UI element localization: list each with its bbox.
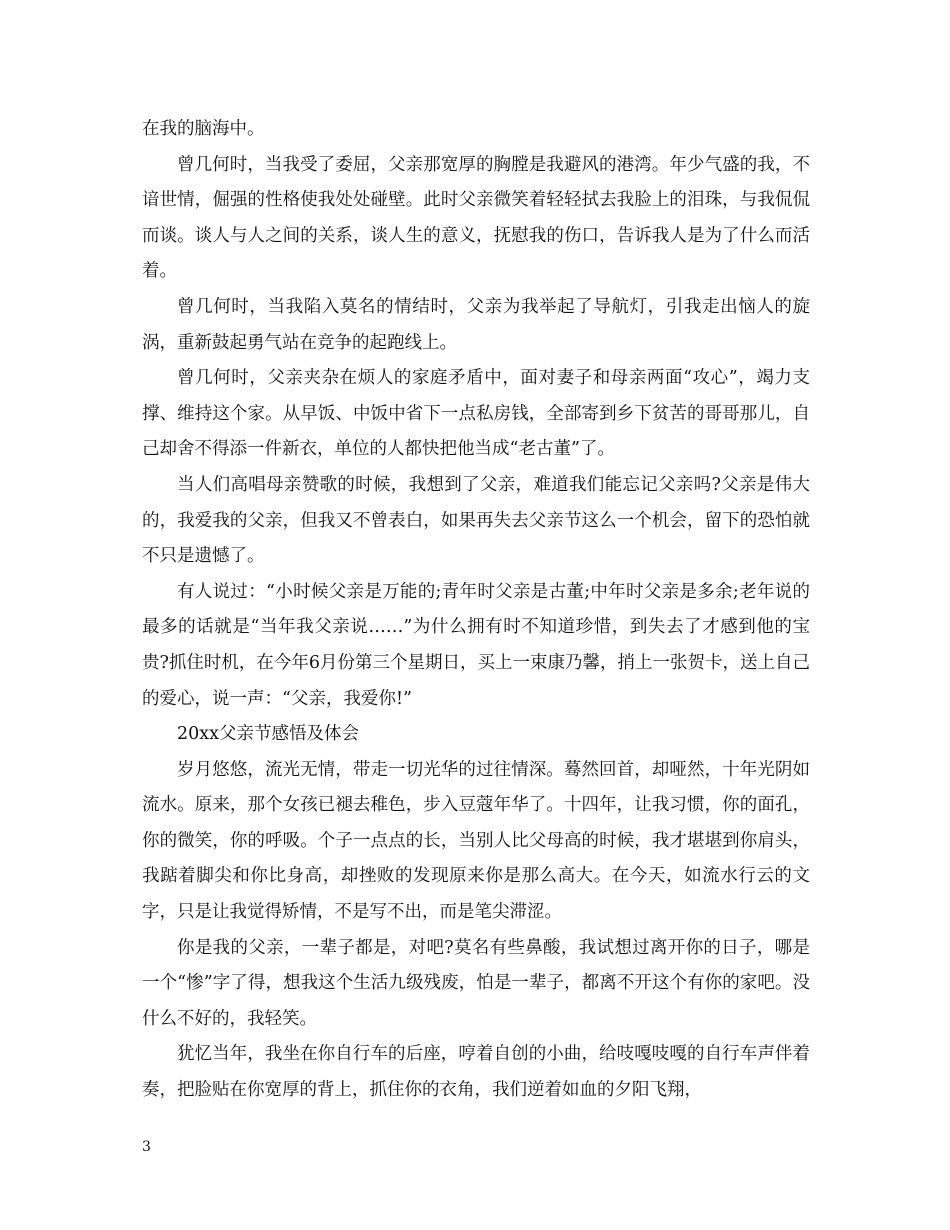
paragraph: 岁月悠悠，流光无情，带走一切光华的过往情深。蓦然回首，却哑然，十年光阴如流水。原来，那个女孩已褪去稚色，步入豆蔻年华了。十四年，让我习惯，你的面孔，你的微笑，你的呼吸。个子一点点的长，当别人比父母高的时候，我才堪堪到你肩头，我踮着脚尖和你比身高，却挫败的发现原来你是那么高大。在今天，如流水行云的文字，只是让我觉得矫情，不是写不出，而是笔尖滞涩。 bbox=[142, 759, 810, 923]
paragraph-continuation: 在我的脑海中。 bbox=[142, 119, 265, 139]
page-number: 3 bbox=[142, 1139, 151, 1155]
paragraph: 曾几何时，当我受了委屈，父亲那宽厚的胸膛是我避风的港湾。年少气盛的我，不谙世情，倔强的性格使我处处碰壁。此时父亲微笑着轻轻拭去我脸上的泪珠，与我侃侃而谈。谈人与人之间的关系，谈人生的意义，抚慰我的伤口，告诉我人是为了什么而活着。 bbox=[142, 154, 810, 282]
paragraph: 曾几何时，当我陷入莫名的情结时，父亲为我举起了导航灯，引我走出恼人的旋涡，重新鼓起勇气站在竞争的起跑线上。 bbox=[142, 296, 810, 353]
paragraph: 曾几何时，父亲夹杂在烦人的家庭矛盾中，面对妻子和母亲两面“攻心”，竭力支撑、维持这个家。从早饭、中饭中省下一点私房钱，全部寄到乡下贫苦的哥哥那儿，自己却舍不得添一件新衣，单位的人都快把他当成“老古董”了。 bbox=[142, 368, 810, 460]
body-text bbox=[142, 112, 810, 1109]
paragraph: 你是我的父亲，一辈子都是，对吧?莫名有些鼻酸，我试想过离开你的日子，哪是一个“惨”字了得，想我这个生活九级残废，怕是一辈子，都离不开这个有你的家吧。没什么不好的，我轻笑。 bbox=[142, 937, 810, 1029]
paragraph: 当人们高唱母亲赞歌的时候，我想到了父亲，难道我们能忘记父亲吗?父亲是伟大的，我爱我的父亲，但我又不曾表白，如果再失去父亲节这么一个机会，留下的恐怕就不只是遗憾了。 bbox=[142, 474, 810, 567]
section-heading: 20xx父亲节感悟及体会 bbox=[177, 724, 360, 745]
paragraph: 有人说过：“小时候父亲是万能的;青年时父亲是古董;中年时父亲是多余;老年说的最多的话就是“当年我父亲说……”为什么拥有时不知道珍惜，到失去了才感到他的宝贵?抓住时机，在今年6月份第三个星期日，买上一束康乃馨，捎上一张贺卡，送上自己的爱心，说一声：“父亲，我爱你!” bbox=[142, 581, 811, 709]
paragraph: 犹忆当年，我坐在你自行车的后座，哼着自创的小曲，给吱嘎吱嘎的自行车声伴着奏，把脸贴在你宽厚的背上，抓住你的衣角，我们逆着如血的夕阳飞翔， bbox=[142, 1044, 810, 1101]
